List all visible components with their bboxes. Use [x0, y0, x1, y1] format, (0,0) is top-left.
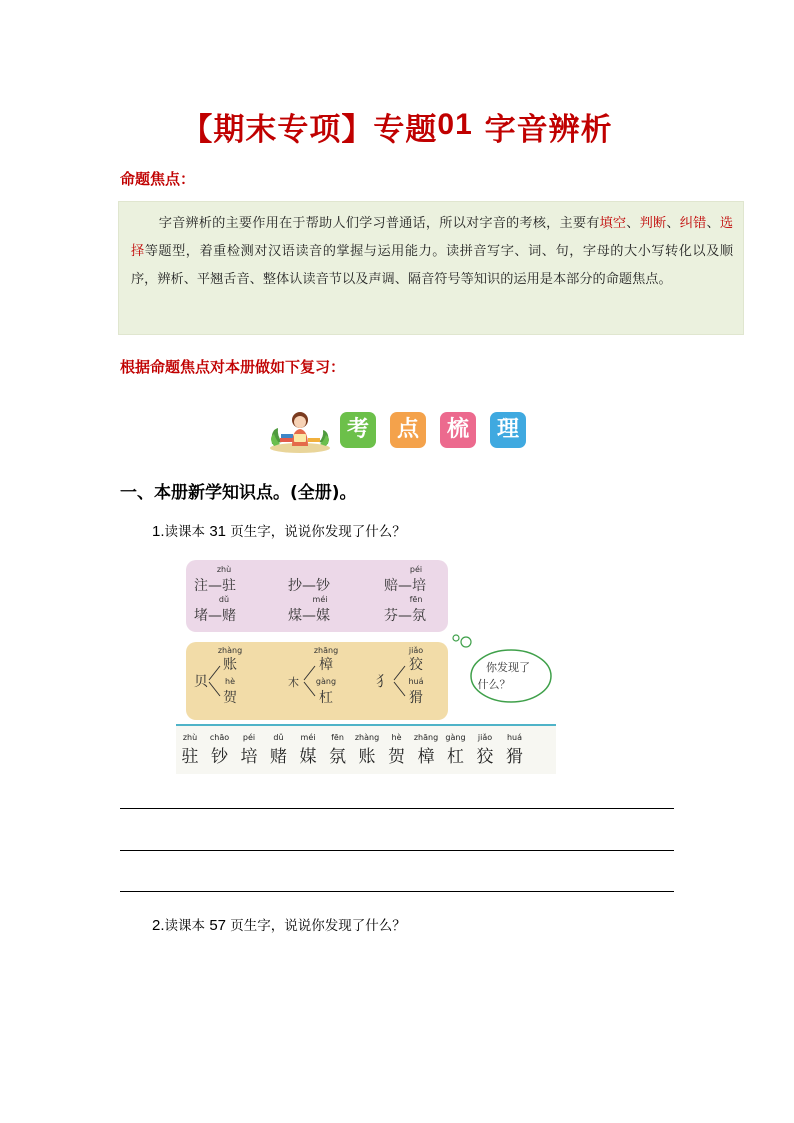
strip-character: 媒 — [299, 747, 317, 767]
focus-keyword-choice: 选择 — [131, 216, 733, 259]
pinyin-zhu: zhù — [216, 565, 232, 574]
answer-line-2[interactable] — [120, 850, 674, 851]
pair-du: 堵—赌 — [194, 608, 236, 624]
strip-character: 猾 — [506, 747, 523, 767]
question-1: 1.读课本 31 页生字，说说你发现了什么？ — [152, 523, 406, 540]
pinyin-zhang2: zhāng — [313, 646, 339, 655]
pair-mei: 煤—媒 — [288, 608, 330, 624]
title-suffix: 字音辨析 — [484, 112, 613, 148]
pinyin-hua: huá — [408, 677, 424, 686]
pair-pei: 赔—培 — [384, 578, 426, 594]
char-zhang2: 樟 — [319, 657, 333, 673]
char-he: 贺 — [223, 690, 237, 706]
page-title — [0, 104, 794, 149]
pinyin-gang: gàng — [315, 677, 337, 686]
focus-keyword-correct: 纠错 — [679, 216, 707, 231]
focus-keyword-fill: 填空 — [599, 216, 627, 231]
section-heading-1: 一、本册新学知识点。(全册)。 — [120, 483, 357, 503]
banner-tile-dian: 点 — [390, 412, 426, 448]
focus-label: 命题焦点： — [120, 170, 196, 188]
pinyin-du: dǔ — [218, 595, 230, 604]
strip-character: 账 — [358, 747, 376, 767]
char-hua: 猾 — [409, 690, 423, 706]
strip-character: 氛 — [329, 747, 346, 767]
answer-line-3[interactable] — [120, 891, 674, 892]
strip-character: 杠 — [447, 747, 464, 767]
pinyin-jiao: jiǎo — [408, 646, 424, 655]
strip-character: 狡 — [476, 747, 494, 767]
kaodian-banner — [268, 408, 528, 454]
banner-tile-shu: 梳 — [440, 412, 476, 448]
strip-pinyin: zhàng — [354, 733, 380, 742]
strip-pinyin: méi — [300, 733, 316, 742]
strip-pinyin: huá — [506, 733, 523, 742]
textbook-figure — [176, 556, 556, 776]
banner-tile-kao: 考 — [340, 412, 376, 448]
strip-character: 驻 — [181, 747, 199, 767]
strip-pinyin: hè — [391, 733, 402, 742]
review-label: 根据命题焦点对本册做如下复习： — [120, 358, 346, 376]
strip-pinyin: chāo — [209, 733, 230, 742]
char-zhang: 账 — [223, 657, 237, 673]
strip-character: 培 — [240, 747, 258, 767]
radical-bei: 贝 — [194, 674, 208, 690]
focus-text-2: 等题型，着重检测对汉语读音的掌握与运用能力。读拼音写字、词、句，字母的大小写转化以及顺序，辨析、平翘舌音、整体认读音节以及声调、隔音符号等知识的运用是本部分的命题焦点。 — [131, 244, 734, 287]
bubble-line-1: 你发现了 — [486, 661, 530, 674]
title-number: 01 — [437, 108, 473, 141]
question-2: 2.读课本 57 页生字，说说你发现了什么？ — [152, 917, 406, 934]
strip-pinyin: jiǎo — [477, 733, 493, 742]
focus-text-1: 字音辨析的主要作用在于帮助人们学习普通话，所以对字音的考核，主要有 — [158, 216, 600, 231]
pinyin-mei: méi — [312, 595, 328, 604]
pair-chao: 抄—钞 — [288, 578, 330, 594]
focus-sep-3: 、 — [706, 216, 720, 231]
strip-character: 贺 — [388, 747, 405, 767]
strip-character: 赌 — [270, 747, 287, 767]
radical-quan: 犭 — [376, 674, 390, 690]
char-gang: 杠 — [319, 690, 333, 706]
char-jiao: 狡 — [409, 657, 423, 673]
pinyin-he: hè — [225, 677, 235, 686]
pair-fen: 芬—氛 — [384, 608, 426, 624]
reading-girl-illustration — [268, 408, 332, 454]
bubble-line-2: 什么？ — [477, 678, 511, 691]
pair-zhu: 注—驻 — [194, 578, 236, 594]
focus-keyword-judge: 判断 — [639, 216, 667, 231]
pinyin-pei: péi — [409, 565, 423, 574]
pinyin-fen: fēn — [409, 595, 423, 604]
focus-box — [118, 201, 744, 335]
strip-pinyin: dǔ — [273, 733, 284, 742]
banner-tile-li: 理 — [490, 412, 526, 448]
strip-pinyin: zhù — [182, 733, 198, 742]
strip-pinyin: péi — [242, 733, 256, 742]
focus-sep-2: 、 — [666, 216, 680, 231]
strip-character: 钞 — [211, 747, 228, 767]
strip-pinyin: fēn — [331, 733, 344, 742]
radical-mu: 木 — [288, 676, 299, 689]
focus-sep-1: 、 — [626, 216, 640, 231]
title-prefix: 【期末专项】专题 — [181, 112, 438, 148]
strip-pinyin: gàng — [445, 733, 466, 742]
strip-character: 樟 — [417, 747, 435, 767]
pinyin-zhang: zhàng — [217, 646, 243, 655]
answer-line-1[interactable] — [120, 808, 674, 809]
strip-pinyin: zhāng — [413, 733, 439, 742]
